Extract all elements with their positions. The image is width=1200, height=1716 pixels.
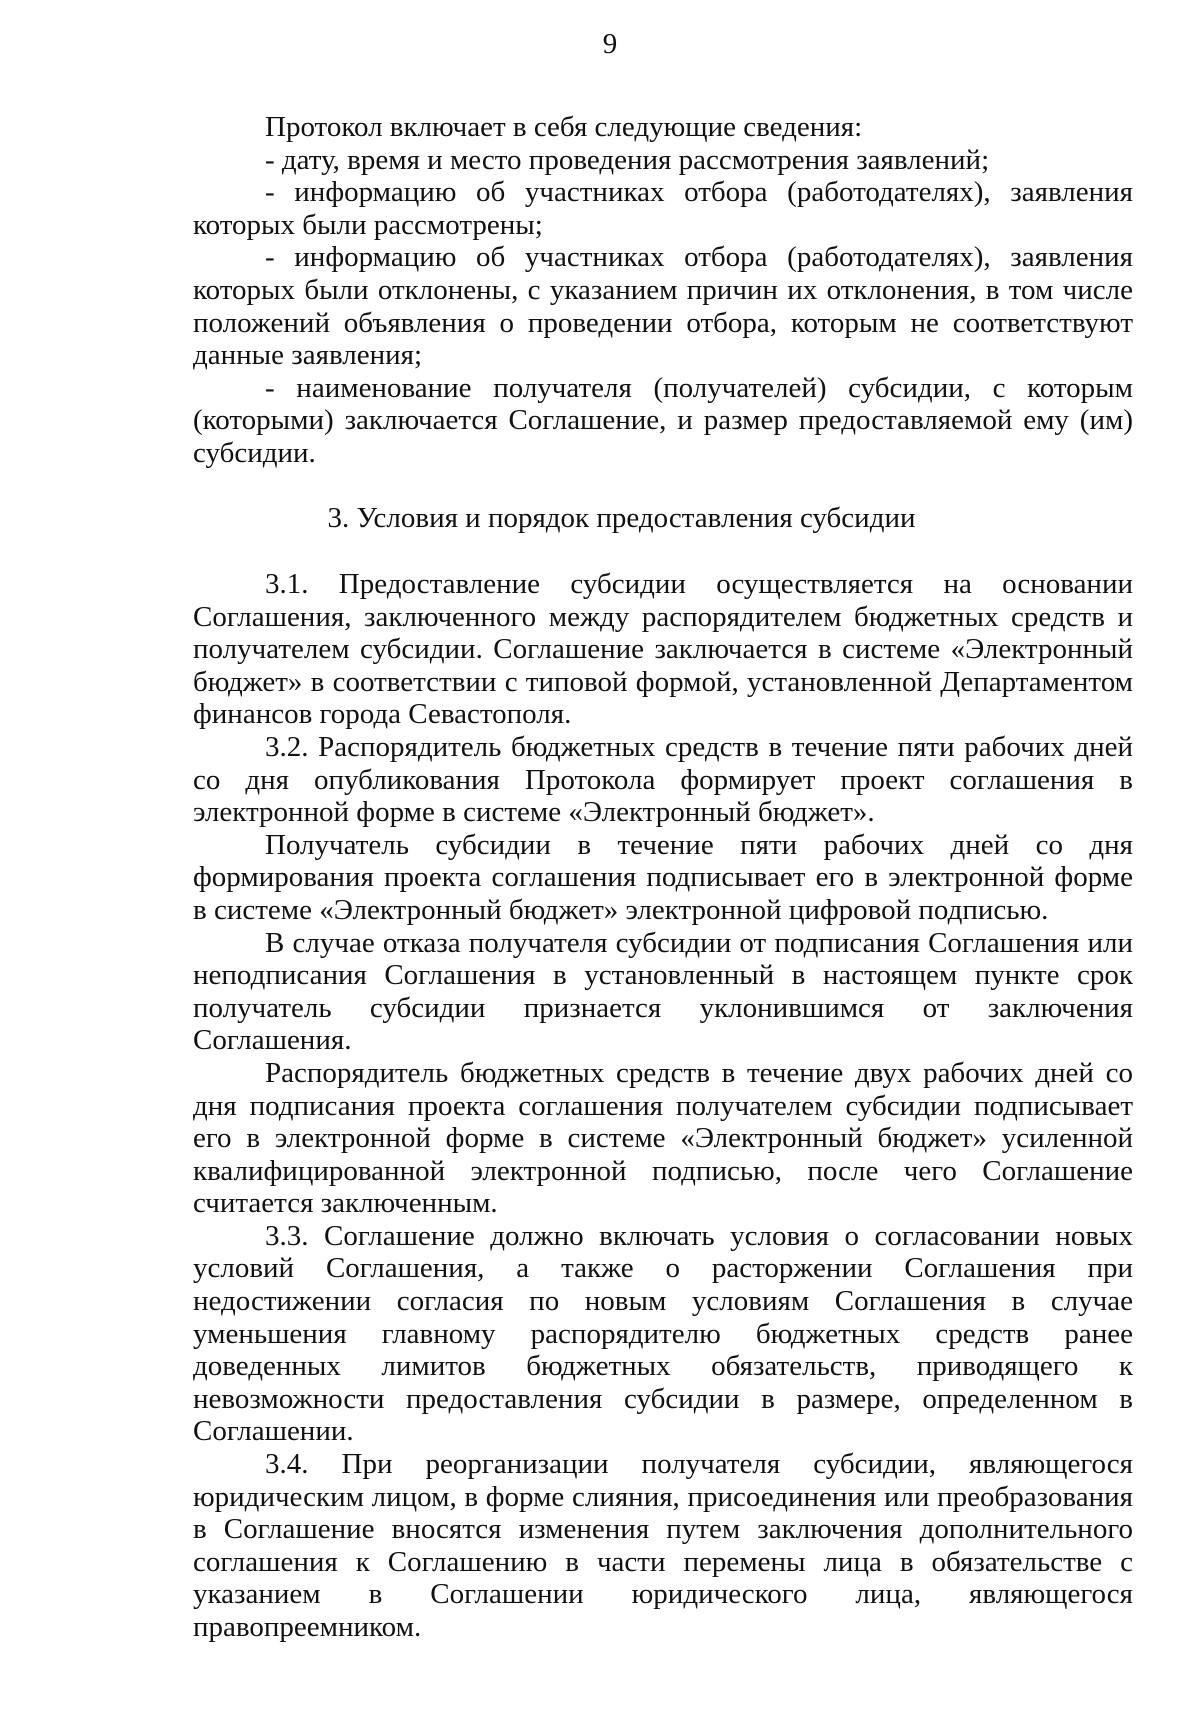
- clause-3-2: 3.2. Распорядитель бюджетных средств в течение пяти рабочих дней со дня опубликования Протокола формирует проект соглашения в электронной форме в системе «Электронный бюджет».: [193, 730, 1133, 829]
- clause-3-2-recipient-signing: Получатель субсидии в течение пяти рабочих дней со дня формирования проекта соглашения подписывает его в электронной форме в системе «Электронный бюджет» электронной цифровой подписью.: [193, 828, 1133, 926]
- protocol-item-recipient: - наименование получателя (получателей) субсидии, с которым (которыми) заключается Соглашение, и размер предоставляемой ему (им) субсидии.: [193, 371, 1133, 469]
- clause-3-3: 3.3. Соглашение должно включать условия о согласовании новых условий Соглашения, а также о расторжении Соглашения при недостижении согласия по новым условиям Соглашения в случае уменьшения главному распорядителю бюджетных средств ранее доведенных лимитов бюджетных обязательств, приводящего к невозможности предоставления субсидии в размере, определенном в Соглашении.: [193, 1219, 1133, 1448]
- clause-3-2-distributor-signing: Распорядитель бюджетных средств в течение двух рабочих дней со дня подписания проекта соглашения получателем субсидии подписывает его в электронной форме в системе «Электронный бюджет» усиленной квалифицированной электронной подписью, после чего Соглашение считается заключенным.: [193, 1056, 1133, 1220]
- clause-3-2-refusal: В случае отказа получателя субсидии от подписания Соглашения или неподписания Соглашения в установленный в настоящем пункте срок получатель субсидии признается уклонившимся от заключения Соглашения.: [193, 926, 1133, 1057]
- protocol-item-rejected: - информацию об участниках отбора (работодателях), заявления которых были отклонены, с указанием причин их отклонения, в том числе положений объявления о проведении отбора, которым не соответствуют данные заявления;: [193, 241, 1133, 372]
- protocol-item-considered: - информацию об участниках отбора (работодателях), заявления которых были рассмотрены;: [193, 176, 1133, 241]
- protocol-item-date: - дату, время и место проведения рассмотрения заявлений;: [265, 143, 990, 176]
- section-body: [193, 568, 1133, 1644]
- section-heading: 3. Условия и порядок предоставления субсидии: [327, 502, 916, 534]
- page-number: 9: [602, 28, 618, 60]
- protocol-contents-list: [193, 111, 1133, 470]
- clause-3-4: 3.4. При реорганизации получателя субсидии, являющегося юридическим лицом, в форме слияния, присоединения или преобразования в Соглашение вносятся изменения путем заключения дополнительного соглашения к Соглашению в части перемены лица в обязательстве с указанием в Соглашении юридического лица, являющегося правопреемником.: [193, 1448, 1133, 1643]
- clause-3-1: 3.1. Предоставление субсидии осуществляется на основании Соглашения, заключенного между распорядителем бюджетных средств и получателем субсидии. Соглашение заключается в системе «Электронный бюджет» в соответствии с типовой формой, установленной Департаментом финансов города Севастополя.: [193, 568, 1133, 731]
- protocol-intro-paragraph: Протокол включает в себя следующие сведения:: [265, 111, 863, 143]
